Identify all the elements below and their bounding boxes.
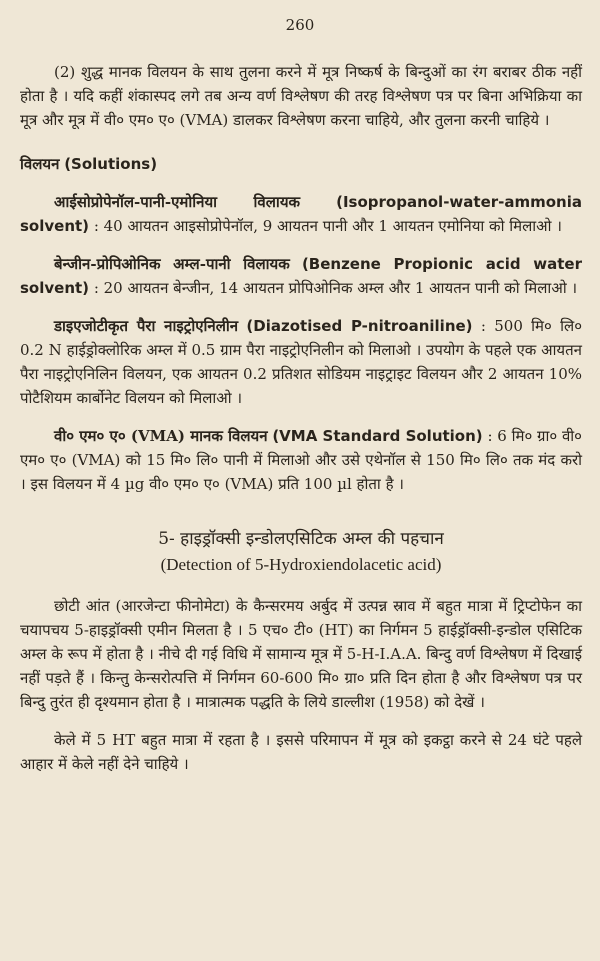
solution-isopropanol-title-hindi: आईसोप्रोपेनॉल-पानी-एमोनिया विलायक (54, 193, 301, 211)
solution-diazotised (20, 314, 582, 410)
solution-benzene (20, 252, 582, 300)
solution-benzene-title-english: (Benzene Propionic acid water solvent) (20, 255, 582, 297)
solution-isopropanol (20, 190, 582, 238)
paragraph-2: (2) शुद्ध मानक विलयन के साथ तुलना करने में मूत्र निष्कर्ष के बिन्दुओं का रंग बराबर ठीक नहीं होता है । यदि कहीं शंकास्पद लगे तब अन्य वर्ण विश्लेषण की तरह विश्लेषण पत्र पर बिना अभिक्रिया का मूत्र और मूत्र में वी० एम० ए० (VMA) डालकर विश्लेषण करना चाहिये, और तुलना करनी चाहिये । (20, 63, 582, 129)
paragraph-detection: छोटी आंत (आरजेन्टा फीनोमेटा) के कैन्सरमय अर्बुद में उत्पन्न स्राव में बहुत मात्रा में ट्रिप्टोफेन का चयापचय 5-हाइड्रॉक्सी एमीन मिलता है । 5 एच० टी० (HT) का निर्गमन 5 हाईड्रॉक्सी-इन्डोल एसिटिक अम्ल के रूप में होता है । नीचे दी गई विधि में सामान्य मूत्र में 5-H-I.A.A. बिन्दु वर्ण विश्लेषण में दिखाई नहीं पड़ते हैं । किन्तु केन्सरोत्पत्ति में निर्गमन 60-600 मि० ग्रा० प्रति दिन होता है और विश्लेषण पत्र पर बिन्दु तुरंत ही दृश्यमान होता है । मात्रात्मक पद्धति के लिये डाल्लीश (1958) को देखें । (20, 597, 582, 711)
solution-benzene-title-hindi: बेन्जीन-प्रोपिओनिक अम्ल-पानी विलायक (54, 255, 290, 273)
solution-isopropanol-body: : 40 आयतन आइसोप्रोपेनॉल, 9 आयतन पानी और 1 आयतन एमोनिया को मिलाओ । (93, 217, 562, 235)
page-number: 260 (285, 16, 315, 34)
solution-vma-standard (20, 424, 582, 496)
solution-benzene-body: : 20 आयतन बेन्जीन, 14 आयतन प्रोपिओनिक अम्ल और 1 आयतन पानी को मिलाओ । (93, 279, 578, 297)
solution-vma-body: : 6 मि० ग्रा० वी० एम० ए० (VMA) को 15 मि० लि० पानी में मिलाओ और उसे एथेनॉल से 150 मि० लि० तक मंद करो । इस विलयन में 4 µg वी० एम० ए० (VMA) प्रति 100 µl होता है । (20, 427, 582, 493)
solution-diazotised-body: : 500 मि० लि० 0.2 N हाईड्रोक्लोरिक अम्ल में 0.5 ग्राम पैरा नाइट्रोएनिलीन को मिलाओ । उपयोग के पहले एक आयतन पैरा नाइट्रोएनिलिन विलयन, एक आयतन 0.2 प्रतिशत सोडियम नाइट्राइट विलयन और 2 आयतन 10% पोटैशियम कार्बोनेट विलयन को मिलाओ । (20, 317, 582, 407)
section-heading-hindi: 5- हाइड्रॉक्सी इन्डोलएसिटिक अम्ल की पहचान (158, 529, 444, 549)
solution-isopropanol-title-english: (Isopropanol-water-ammonia solvent) (20, 193, 582, 235)
solution-vma-title-hindi: वी० एम० ए० (VMA) मानक विलयन (54, 427, 268, 445)
solution-diazotised-title-english: (Diazotised P-nitroaniline) (246, 317, 473, 335)
page-text (20, 60, 582, 790)
solutions-heading-english: (Solutions) (64, 155, 158, 173)
section-heading-english: (Detection of 5-Hydroxiendolacetic acid) (160, 555, 442, 574)
solutions-heading (20, 152, 582, 176)
solution-diazotised-title-hindi: डाइएजोटीकृत पैरा नाइट्रोएनिलीन (54, 317, 239, 335)
solutions-heading-hindi: विलयन (20, 155, 60, 173)
paragraph-banana: केले में 5 HT बहुत मात्रा में रहता है । इससे परिमापन में मूत्र को इकट्ठा करने से 24 घंटे पहले आहार में केले नहीं देने चाहिये । (20, 731, 582, 773)
solution-vma-title-english: (VMA Standard Solution) (272, 427, 483, 445)
